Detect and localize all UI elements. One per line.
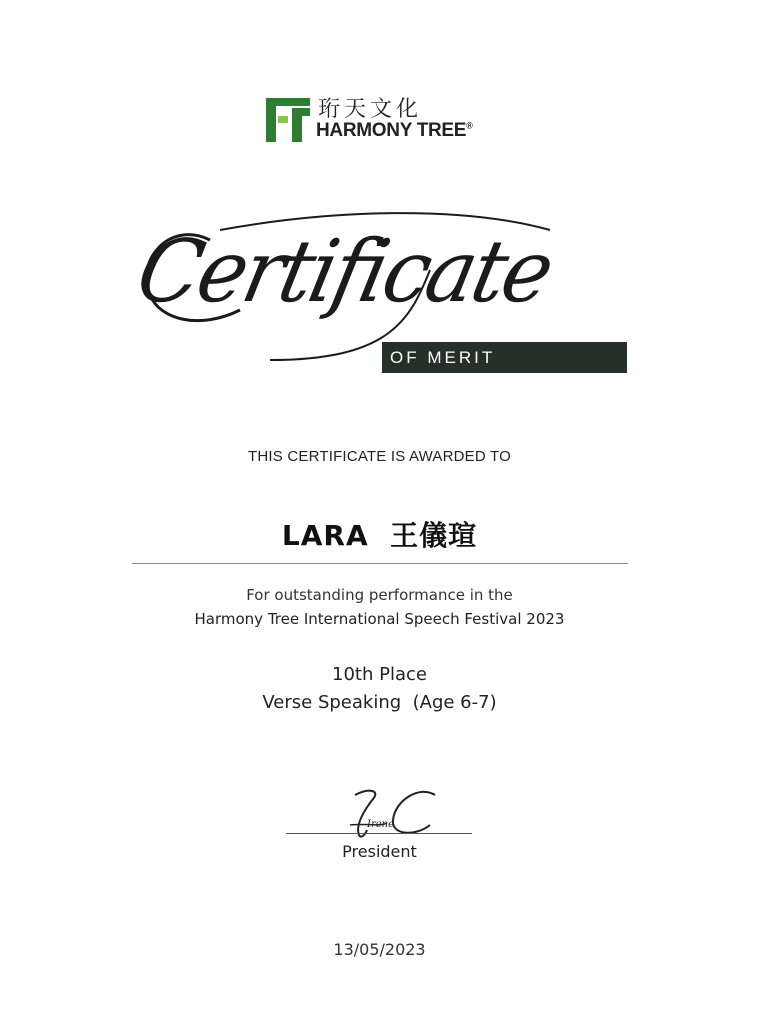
award-place: 10th Place bbox=[332, 664, 427, 685]
logo-chinese-name: 珩天文化 bbox=[318, 97, 423, 122]
recipient-name: LARA 王儀瑄 bbox=[281, 519, 478, 552]
signature-line bbox=[286, 833, 472, 834]
registered-mark: ® bbox=[466, 120, 473, 131]
recipient-underline bbox=[132, 563, 628, 564]
signer-title: President bbox=[342, 842, 417, 861]
certificate-script-title: Certificate bbox=[128, 222, 560, 322]
reason-line-1: For outstanding performance in the bbox=[246, 586, 513, 604]
certificate-date: 13/05/2023 bbox=[333, 940, 426, 959]
harmony-tree-logo bbox=[266, 96, 506, 146]
harmony-tree-logo-mark-icon bbox=[266, 98, 310, 142]
awarded-to-heading: THIS CERTIFICATE IS AWARDED TO bbox=[248, 448, 511, 465]
reason-line-2: Harmony Tree International Speech Festival 2023 bbox=[194, 610, 565, 628]
logo-english-text: HARMONY TREE bbox=[316, 120, 467, 141]
president-signature-image bbox=[325, 785, 455, 840]
award-category: Verse Speaking (Age 6-7) bbox=[262, 692, 497, 713]
logo-english-name bbox=[316, 120, 473, 142]
of-merit-banner: OF MERIT bbox=[382, 342, 627, 373]
signature-scribble: Irene bbox=[367, 819, 395, 830]
